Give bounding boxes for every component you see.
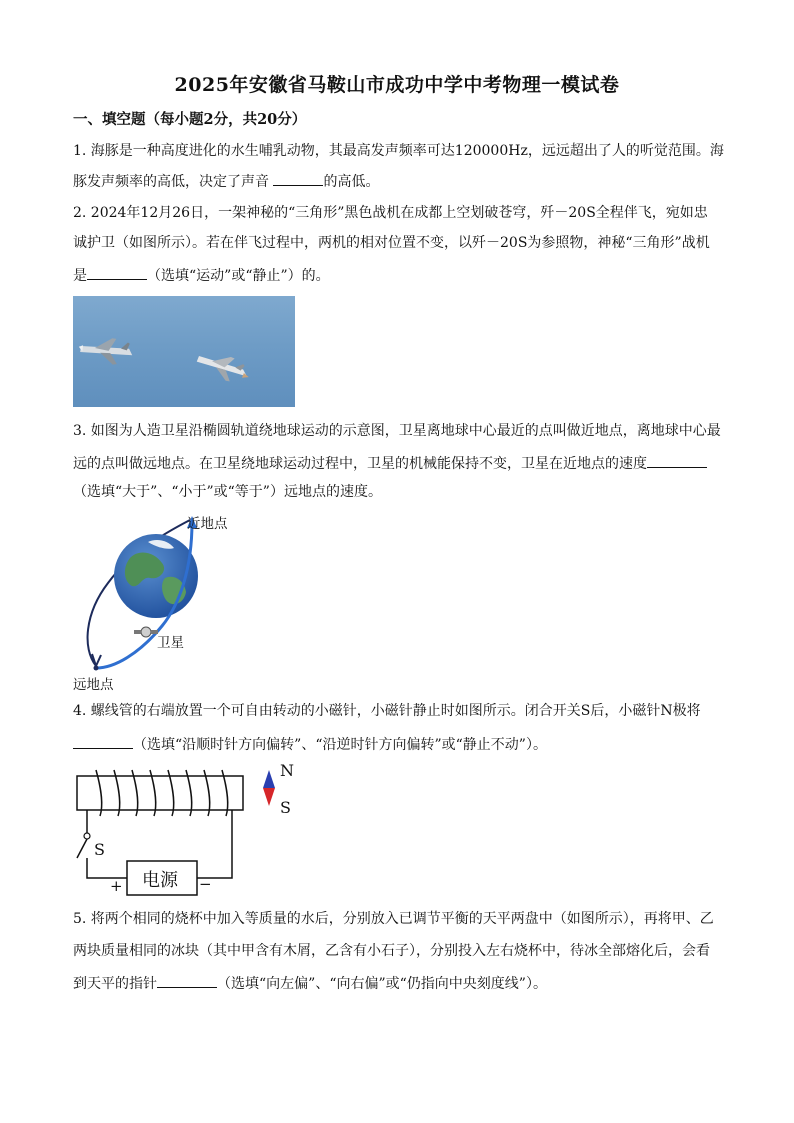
q4-line2 bbox=[73, 733, 723, 755]
q4-answer-blank[interactable] bbox=[73, 733, 133, 749]
label-apogee: 远地点 bbox=[73, 677, 114, 693]
solenoid-circuit-diagram bbox=[70, 760, 310, 900]
q2-text-a: 是 bbox=[73, 268, 87, 284]
q3-line2 bbox=[73, 452, 723, 474]
compass-needle bbox=[263, 770, 275, 806]
label-north: N bbox=[280, 761, 294, 780]
q5-text-a: 到天平的指针 bbox=[73, 976, 157, 992]
q1-answer-blank[interactable] bbox=[273, 170, 323, 186]
q1-text-b: 的高低。 bbox=[323, 174, 380, 190]
q2-line1: 2. 2024年12月26日，一架神秘的“三角形”黑色战机在成都上空划破苍穹，歼－20S全程伴飞，宛如忠 bbox=[73, 205, 708, 221]
q2-line3 bbox=[73, 264, 723, 286]
jets-photo bbox=[73, 296, 295, 407]
q1-text-a: 豚发声频率的高低，决定了声音 bbox=[73, 174, 269, 190]
jets-illustration bbox=[73, 296, 295, 407]
jet-right bbox=[194, 346, 253, 388]
q3-text-a: 远的点叫做远地点。在卫星绕地球运动过程中，卫星的机械能保持不变，卫星在近地点的速度 bbox=[73, 456, 647, 472]
label-perigee: 近地点 bbox=[187, 516, 228, 532]
wire-right bbox=[197, 810, 232, 878]
switch-blade bbox=[77, 839, 87, 858]
label-power-source: 电源 bbox=[142, 870, 178, 891]
q3-line1: 3. 如图为人造卫星沿椭圆轨道绕地球运动的示意图，卫星离地球中心最近的点叫做近地点，离地球中心最 bbox=[73, 423, 721, 439]
page-title: 2025年安徽省马鞍山市成功中学中考物理一模试卷 bbox=[174, 74, 620, 96]
satellite-orbit-diagram bbox=[70, 508, 240, 690]
q3-answer-blank[interactable] bbox=[647, 452, 707, 468]
label-satellite: 卫星 bbox=[157, 635, 184, 651]
q2-text-b: （选填“运动”或“静止”）的。 bbox=[147, 268, 330, 284]
q1-line1: 1. 海豚是一种高度进化的水生哺乳动物，其最高发声频率可达120000Hz，远远超出了人的听觉范围。海 bbox=[73, 143, 724, 159]
q4-line1: 4. 螺线管的右端放置一个可自由转动的小磁针，小磁针静止时如图所示。闭合开关S后，小磁针N极将 bbox=[73, 703, 701, 719]
jet-left bbox=[77, 334, 134, 367]
section-heading: 一、填空题（每小题2分，共20分） bbox=[73, 111, 307, 128]
label-switch: S bbox=[94, 840, 105, 859]
q5-answer-blank[interactable] bbox=[157, 972, 217, 988]
q5-line3 bbox=[73, 972, 723, 994]
wire-left-bottom bbox=[87, 858, 127, 878]
label-south: S bbox=[280, 798, 291, 817]
q5-text-b: （选填“向左偏”、“向右偏”或“仍指向中央刻度线”）。 bbox=[217, 976, 547, 992]
apogee-point bbox=[94, 666, 99, 671]
switch-pivot bbox=[84, 833, 90, 839]
q2-answer-blank[interactable] bbox=[87, 264, 147, 280]
q1-line2 bbox=[73, 170, 723, 192]
q5-line2: 两块质量相同的冰块（其中甲含有木屑，乙含有小石子），分别投入左右烧杯中，待冰全部熔化后，会看 bbox=[73, 943, 710, 959]
q4-text-b: （选填“沿顺时针方向偏转”、“沿逆时针方向偏转”或“静止不动”）。 bbox=[133, 737, 547, 753]
q2-line2: 诚护卫（如图所示）。若在伴飞过程中，两机的相对位置不变，以歼－20S为参照物，神秘“三角形”战机 bbox=[73, 235, 710, 251]
q3-line3: （选填“大于”、“小于”或“等于”）远地点的速度。 bbox=[73, 484, 382, 500]
orbit-arrow-apogee bbox=[92, 654, 101, 666]
label-positive: + bbox=[110, 877, 123, 895]
label-negative: − bbox=[199, 875, 212, 893]
q5-line1: 5. 将两个相同的烧杯中加入等质量的水后，分别放入已调节平衡的天平两盘中（如图所示），再将甲、乙 bbox=[73, 911, 714, 927]
